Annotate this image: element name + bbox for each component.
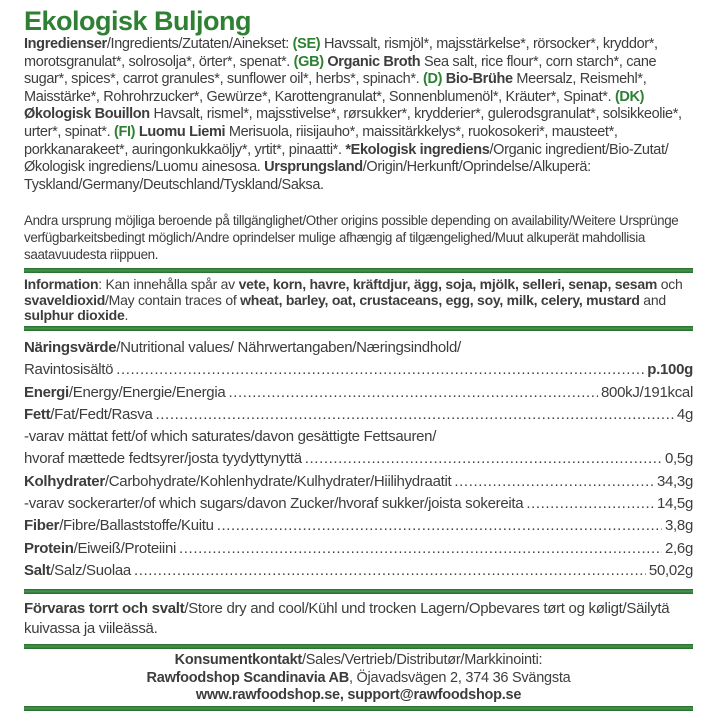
contact-line — [24, 670, 693, 688]
text-segment: Bio-Brühe — [445, 71, 513, 88]
origin-availability-note: Andra ursprung möjliga beroende på tillgänglighet/Other origins possible depending on availability/Weitere Ursprünge verfügbarkeitsbedingt möglich/Andre oprindelser mulige afhængig af tilgængelighed/Muut alkuperät mahdollisia saatavuudesta riippuen. — [24, 213, 679, 262]
nutrition-row — [24, 493, 693, 515]
dot-leader — [116, 359, 644, 381]
text-segment: (GB) — [293, 53, 324, 70]
text-segment: Rawfoodshop Scandinavia AB — [146, 669, 349, 686]
nutrition-row — [24, 538, 693, 560]
divider — [24, 326, 693, 331]
text-segment: Ravintosisältö — [24, 361, 114, 379]
divider — [24, 268, 693, 273]
nutrition-row-label — [24, 359, 113, 381]
nutrition-row-value: 50,02g — [648, 561, 693, 579]
text-segment: /Energy/Energie/Energia — [68, 383, 226, 401]
text-segment: . — [124, 307, 129, 324]
nutrition-row — [24, 404, 693, 426]
product-title: Ekologisk Buljong — [24, 6, 252, 36]
text-segment: Havssalt, rismjöl*, majsstärkelse*, rörsocker*, kryddor*, morotsgranulat*, solrosolja*, örter*, spenat*. — [24, 36, 658, 70]
nutrition-row-value: 800kJ/191kcal — [601, 383, 693, 401]
text-segment: (SE) — [292, 36, 321, 52]
nutrition-row — [24, 560, 693, 582]
dot-leader — [217, 515, 662, 537]
text-segment: /Eiweiß/Proteiini — [73, 539, 177, 557]
nutrition-row — [24, 426, 693, 448]
text-segment: Ingredienser — [24, 36, 107, 52]
text-segment: hvoraf mættede fedtsyrer/josta tyydyttynyttä — [24, 450, 302, 468]
text-segment: : Kan innehålla spår av — [98, 276, 239, 292]
divider — [24, 644, 693, 649]
text-segment: /Fibre/Ballaststoffe/Kuitu — [59, 517, 214, 535]
text-segment: Havsalt, rismel*, majsstivelse*, rørsukker*, krydderier*, gulerodsgranulat*, solsikkeolie*, urter*, spinat*. — [24, 106, 682, 140]
text-segment: Merisuola, riisijauho*, maissitärkkelys*, ruokosokeri*, mausteet*, porkkanarakeet*, auringonkukkaöljy*, yrtit*, pinaatti*. — [24, 123, 618, 158]
text-segment: Kolhydrater — [24, 472, 105, 490]
nutrition-row-label — [24, 382, 225, 404]
nutrition-row-value: 4g — [676, 405, 693, 423]
text-segment: och — [657, 276, 683, 292]
text-segment: Salt — [24, 561, 51, 579]
text-segment: *Ekologisk ingrediens — [345, 141, 490, 158]
text-segment: sulphur dioxide — [24, 307, 125, 324]
contact-line — [24, 687, 693, 705]
divider — [24, 706, 693, 711]
text-segment: Förvaras torrt och svalt — [24, 600, 185, 617]
text-segment: /Organic ingredient/Bio-Zutat/Økologisk ingrediens/Luomu ainesosa. — [24, 141, 669, 176]
text-segment: Energi — [24, 383, 69, 401]
nutrition-table — [24, 337, 693, 582]
allergy-information — [24, 277, 693, 324]
nutrition-row-value: 2,6g — [665, 539, 693, 557]
nutrition-row-label — [24, 515, 214, 537]
text-segment: -varav sockerarter/of which sugars/davon Zucker/hvoraf sukker/joista sokereita — [24, 495, 524, 513]
text-segment: Organic Broth — [327, 53, 421, 70]
text-segment: Sea salt, rice flour*, corn starch*, cane sugar*, spices*, carrot granules*, sunflower oil*, herbs*, spinach*. — [24, 53, 657, 88]
nutrition-row-value: 3,8g — [665, 517, 693, 535]
dot-leader — [228, 382, 598, 404]
contact-line — [24, 652, 693, 670]
text-segment: (D) — [422, 71, 443, 88]
nutrition-row — [24, 382, 693, 404]
nutrition-row-label — [24, 493, 523, 515]
nutrition-row-label — [24, 560, 131, 582]
text-segment: /Nutritional values/ Nährwertangaben/Næringsindhold/ — [116, 339, 461, 356]
dot-leader — [179, 538, 662, 560]
nutrition-row-label — [24, 337, 461, 359]
text-segment: Fett — [24, 405, 51, 423]
dot-leader — [454, 471, 654, 493]
text-segment: Protein — [24, 539, 74, 557]
text-segment: www.rawfoodshop.se, support@rawfoodshop.se — [195, 687, 522, 703]
nutrition-row-label — [24, 471, 451, 493]
text-segment: Luomu Liemi — [138, 123, 226, 140]
dot-leader — [134, 560, 646, 582]
text-segment: and — [639, 291, 666, 308]
text-segment: /Store dry and cool/Kühl und trocken Lagern/Opbevares tørt og køligt/Säilytä kuivassa ja viileässä. — [24, 600, 670, 637]
text-segment: vete, korn, havre, kräftdjur, ägg, soja, mjölk, selleri, senap, sesam — [238, 276, 658, 292]
text-segment: Meersalz, Reismehl*, Maisstärke*, Rohrohrzucker*, Gewürze*, Karottengranulat*, Sonnenblumenöl*, Kräuter*, Spinat*. — [24, 71, 647, 105]
nutrition-row — [24, 448, 693, 470]
text-segment: /Sales/Vertrieb/Distributør/Markkinointi: — [301, 652, 543, 668]
contact-info — [24, 652, 693, 705]
dot-leader — [526, 493, 654, 515]
nutrition-row-label — [24, 538, 176, 560]
nutrition-row — [24, 471, 693, 493]
divider — [24, 589, 693, 594]
dot-leader — [156, 404, 674, 426]
nutrition-row-label — [24, 404, 153, 426]
nutrition-row-label — [24, 448, 302, 470]
text-segment: Konsumentkontakt — [174, 652, 302, 668]
dot-leader — [305, 448, 662, 470]
nutrition-row-value: 14,5g — [656, 495, 693, 513]
nutrition-row — [24, 515, 693, 537]
text-segment: Näringsvärde — [24, 339, 117, 356]
text-segment: , Öjavadsvägen 2, 374 36 Svängsta — [348, 669, 571, 686]
text-segment: -varav mättat fett/of which saturates/davon gesättigte Fettsauren/ — [24, 428, 437, 446]
text-segment: Økologisk Bouillon — [24, 106, 150, 123]
text-segment: Ursprungsland — [264, 159, 363, 176]
text-segment: /Ingredients/Zutaten/Ainekset: — [106, 36, 293, 52]
nutrition-row-label — [24, 426, 436, 448]
nutrition-row-value: 34,3g — [656, 472, 693, 490]
nutrition-row — [24, 359, 693, 381]
text-segment: wheat, barley, oat, crustaceans, egg, soy, milk, celery, mustard — [240, 291, 640, 308]
text-segment: svaveldioxid — [24, 291, 106, 308]
text-segment: Information — [24, 276, 99, 292]
nutrition-row — [24, 337, 693, 359]
nutrition-row-value: p.100g — [647, 361, 693, 379]
text-segment: /Fat/Fedt/Rasva — [50, 405, 153, 423]
text-segment: /Origin/Herkunft/Oprindelse/Alkuperä: Tyskland/Germany/Deutschland/Tyskland/Saksa. — [24, 159, 591, 193]
text-segment: /Carbohydrate/Kohlenhydrate/Kulhydrater/Hiilihydraatit — [104, 472, 452, 490]
text-segment: (FI) — [113, 123, 136, 140]
text-segment: /May contain traces of — [105, 291, 241, 308]
text-segment: Fiber — [24, 517, 60, 535]
storage-instructions — [24, 599, 693, 639]
text-segment: /Salz/Suolaa — [50, 561, 131, 579]
nutrition-row-value: 0,5g — [665, 450, 693, 468]
text-segment: (DK) — [614, 88, 645, 105]
ingredients-paragraph — [24, 36, 693, 194]
